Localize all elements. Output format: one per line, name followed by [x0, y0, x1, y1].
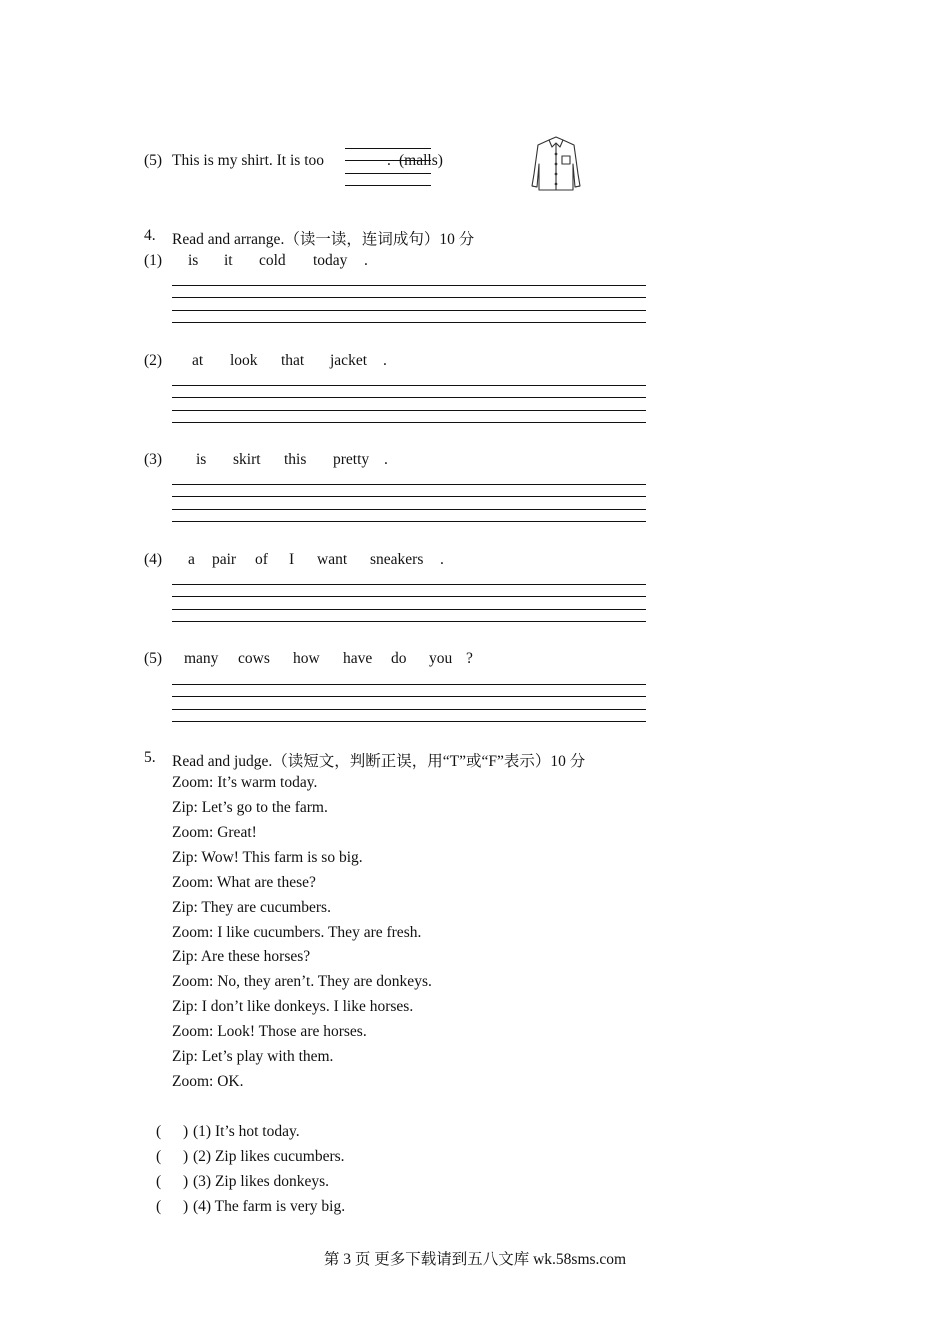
judge-close-paren: ): [183, 1123, 189, 1140]
judge-answer-slot[interactable]: [165, 1171, 181, 1191]
arrange-word: many: [184, 650, 219, 667]
judge-answer-slot[interactable]: [165, 1196, 181, 1216]
dialogue-line: Zoom: Great!: [172, 824, 257, 841]
dialogue-line: Zip: Are these horses?: [172, 948, 311, 965]
dialogue-line: Zip: Let’s go to the farm.: [172, 799, 328, 816]
q3-item5-hint: (malls): [399, 152, 443, 169]
judge-item-text: (3) Zip likes donkeys.: [193, 1173, 330, 1190]
section5-number: 5.: [144, 749, 156, 766]
arrange-word: is: [196, 451, 207, 468]
judge-item-text: (4) The farm is very big.: [193, 1198, 346, 1215]
judge-open-paren: (: [156, 1198, 162, 1215]
arrange-word: it: [224, 252, 233, 269]
arrange-word: a: [188, 551, 195, 568]
arrange-word: you: [429, 650, 453, 667]
judge-close-paren: ): [183, 1148, 189, 1165]
dialogue-line: Zoom: I like cucumbers. They are fresh.: [172, 924, 422, 941]
dialogue-line: Zoom: What are these?: [172, 874, 316, 891]
arrange-word: that: [281, 352, 305, 369]
dialogue-line: Zip: They are cucumbers.: [172, 899, 331, 916]
judge-item-text: (2) Zip likes cucumbers.: [193, 1148, 345, 1165]
arrange-word: skirt: [233, 451, 261, 468]
judge-answer-slot[interactable]: [165, 1146, 181, 1166]
section4-title: Read and arrange.（读一读，连词成句）10 分: [172, 231, 475, 248]
arrange-word: ?: [466, 650, 473, 667]
arrange-word: pair: [212, 551, 237, 568]
answer-lines[interactable]: [172, 584, 646, 622]
arrange-word: how: [293, 650, 320, 667]
section4-number: 4.: [144, 227, 156, 244]
arrange-word: cows: [238, 650, 270, 667]
dialogue-line: Zoom: Look! Those are horses.: [172, 1023, 367, 1040]
arrange-item-number: (3): [144, 451, 163, 468]
judge-close-paren: ): [183, 1173, 189, 1190]
arrange-word: cold: [259, 252, 286, 269]
arrange-word: today: [313, 252, 348, 269]
arrange-word: jacket: [330, 352, 368, 369]
dialogue-line: Zip: Wow! This farm is so big.: [172, 849, 363, 866]
arrange-word: at: [192, 352, 204, 369]
arrange-word: look: [230, 352, 258, 369]
answer-lines[interactable]: [172, 684, 646, 722]
arrange-item-number: (2): [144, 352, 163, 369]
arrange-item-number: (4): [144, 551, 163, 568]
answer-lines[interactable]: [172, 484, 646, 522]
dialogue-line: Zip: Let’s play with them.: [172, 1048, 334, 1065]
dialogue-line: Zoom: It’s warm today.: [172, 774, 318, 791]
page-footer: 第 3 页 更多下载请到五八文库 wk.58sms.com: [323, 1251, 627, 1268]
arrange-word: do: [391, 650, 407, 667]
q3-item5-dot: .: [387, 152, 391, 169]
judge-close-paren: ): [183, 1198, 189, 1215]
dialogue-line: Zip: I don’t like donkeys. I like horses.: [172, 998, 414, 1015]
arrange-word: is: [188, 252, 199, 269]
dialogue-line: Zoom: OK.: [172, 1073, 244, 1090]
arrange-word: this: [284, 451, 307, 468]
arrange-word: .: [364, 252, 368, 269]
arrange-word: I: [289, 551, 295, 568]
section5-title: Read and judge.（读短文，判断正误，用“T”或“F”表示）10 分: [172, 753, 586, 770]
arrange-item-number: (5): [144, 650, 163, 667]
q3-item5-text: This is my shirt. It is too: [172, 152, 324, 169]
judge-open-paren: (: [156, 1148, 162, 1165]
answer-lines[interactable]: [172, 385, 646, 423]
shirt-icon: [530, 134, 582, 192]
judge-answer-slot[interactable]: [165, 1121, 181, 1141]
arrange-word: sneakers: [370, 551, 424, 568]
arrange-word: want: [317, 551, 348, 568]
arrange-item-number: (1): [144, 252, 163, 269]
answer-lines[interactable]: [172, 285, 646, 323]
arrange-word: of: [255, 551, 268, 568]
q3-item5-number: (5): [144, 152, 163, 169]
judge-open-paren: (: [156, 1123, 162, 1140]
judge-open-paren: (: [156, 1173, 162, 1190]
arrange-word: .: [383, 352, 387, 369]
judge-item-text: (1) It’s hot today.: [193, 1123, 300, 1140]
arrange-word: .: [384, 451, 388, 468]
arrange-word: .: [440, 551, 444, 568]
dialogue-line: Zoom: No, they aren’t. They are donkeys.: [172, 973, 432, 990]
arrange-word: have: [343, 650, 373, 667]
arrange-word: pretty: [333, 451, 370, 468]
